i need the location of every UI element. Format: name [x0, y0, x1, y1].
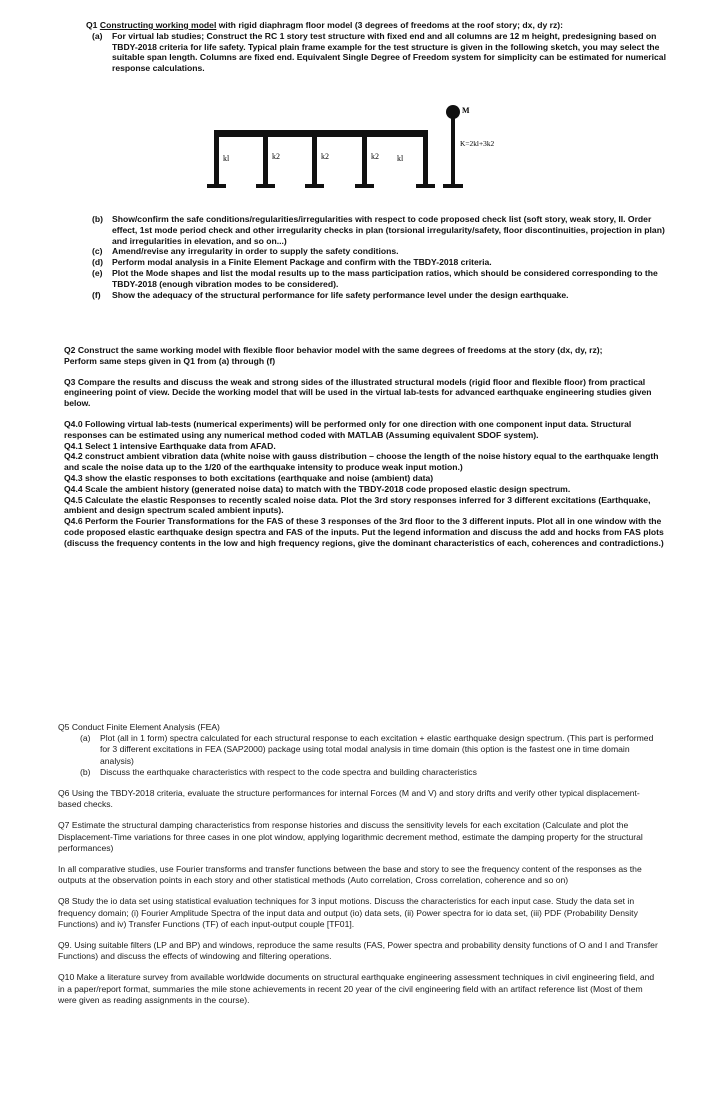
- q4-5: Q4.5 Calculate the elastic Responses to recently scaled noise data. Plot the 3rd story responses inferred for 3 different excitations (Earthquake, ambient and design spectrum scaled ambient inputs).: [64, 494, 651, 516]
- item-text: Show the adequacy of the structural performance for life safety performance level under the design earthquake.: [112, 289, 569, 300]
- item-label: (b): [92, 214, 103, 224]
- mass-label: M: [462, 106, 470, 115]
- column-1: [214, 130, 219, 185]
- support-3: [305, 184, 324, 188]
- item-label: (c): [92, 246, 103, 257]
- q1-label: Q1: [86, 20, 98, 30]
- q1-section: [86, 20, 666, 74]
- item-text: Perform modal analysis in a Finite Element Package and confirm with the TBDY-2018 criteria.: [112, 257, 492, 268]
- frame-sketch: [200, 100, 540, 200]
- q4-6: Q4.6 Perform the Fourier Transformations for the FAS of these 3 responses of the 3rd floor to the 3 different inputs. Plot all in one window with the code proposed elastic earthquake design spectra and FAS of the inputs. Put the legend information and discuss the add and hocks from FAS plots (discuss the frequency contents in the low and high frequency regions, give the dominant characteristics of each, coherences and contradictions.): [64, 516, 664, 548]
- item-text: Amend/revise any irregularity in order to supply the safety conditions.: [112, 246, 399, 257]
- q1-item-c: [92, 246, 666, 257]
- q6-text: Q6 Using the TBDY-2018 criteria, evaluate the structure performances for internal Forces (M and V) and story drifts and verify other typical displacement-based checks.: [58, 788, 640, 810]
- column-5: [423, 130, 428, 185]
- q1-heading-rest: with rigid diaphragm floor model (3 degrees of freedoms at the roof story; dx, dy rz):: [216, 20, 564, 30]
- item-text: For virtual lab studies; Construct the RC 1 story test structure with fixed end and all columns are 12 m height, predesigning based on TBDY-2018 criteria for life safety. Typical plain frame example for the test structure is given in the following sketch, you may select the suitable span length. Columns are fixed end. Equivalent Single Degree of Freedom system for simplicity can be estimated for numerical response calculations.: [112, 30, 666, 74]
- fourier-note: In all comparative studies, use Fourier transforms and transfer functions between the base and story to see the frequency content of the responses as the outputs at the observation points in each story and other statistical methods (Auto correlation, Cross correlation, coherence and so on): [58, 864, 642, 886]
- q9-text: Q9. Using suitable filters (LP and BP) and windows, reproduce the same results (FAS, Power spectra and probability density functions of O and I and Transfer Functions) and discuss the effects of windowing and filtering operations.: [58, 940, 658, 962]
- q1-heading: [86, 20, 666, 31]
- q8-text: Q8 Study the io data set using statistical evaluation techniques for 3 input motions. Discuss the characteristics for each input case. Study the data set in frequency domain; (i) Fourier Amplitude Spectra of the input data and output (io) data sets, (ii) Power spectra for io data set, (iii) PDF (Probability Density Functions) and iv) Transfer Functions (TF) of each input-output couple [TF01].: [58, 896, 638, 929]
- q5-item-a: [80, 733, 658, 767]
- sdof-column: [451, 118, 455, 184]
- sdof-mass: [446, 105, 460, 119]
- q4-2: Q4.2 construct ambient vibration data (white noise with gauss distribution – choose the length of the noise history equal to the earthquake length and scale the noise data up to the 1/20 of the earthquake intensity to produce weak input motion.): [64, 451, 659, 473]
- item-label: (d): [92, 257, 103, 268]
- q1-item-e: [92, 268, 666, 290]
- support-2: [256, 184, 275, 188]
- equivalent-stiffness-label: K=2kl+3k2: [460, 139, 495, 148]
- column-4: [362, 130, 367, 185]
- q3-text: Q3 Compare the results and discuss the weak and strong sides of the illustrated structural models (rigid floor and flexible floor) from practical engineering point of view. Decide the working model that will be used in the virtual lab-tests for advanced earthquake engineering studies given below.: [64, 376, 652, 409]
- support-1: [207, 184, 226, 188]
- item-text: Discuss the earthquake characteristics with respect to the code spectra and building characteristics: [100, 766, 477, 777]
- support-4: [355, 184, 374, 188]
- item-label: (a): [92, 30, 103, 41]
- q1-title: Constructing working model: [99, 20, 217, 30]
- q1-item-a: [92, 31, 666, 74]
- q2-line2: Perform same steps given in Q1 from (a) through (f): [64, 355, 276, 366]
- item-label: (b): [80, 766, 91, 777]
- q1-item-d: [92, 257, 666, 268]
- column-label-5: kl: [397, 154, 404, 163]
- sdof-support: [443, 184, 463, 188]
- column-label-3: k2: [321, 152, 329, 161]
- item-label: (a): [80, 733, 91, 744]
- q4-4: Q4.4 Scale the ambient history (generated noise data) to match with the TBDY-2018 code proposed elastic design spectrum.: [64, 483, 571, 494]
- item-label: (e): [92, 267, 103, 278]
- column-label-1: kl: [223, 154, 230, 163]
- item-text: Plot the Mode shapes and list the modal results up to the mass participation ratios, which should be considered corresponding to the TBDY-2018 (enough vibration modes to be considered).: [112, 267, 658, 289]
- item-text: Plot (all in 1 form) spectra calculated for each structural response to each excitation + elastic earthquake design spectrum. (This part is performed for 3 different excitations in FEA (SAP2000) package using total modal analysis in time domain (this option is the fastest one in time domain analysis): [100, 733, 654, 766]
- q4-3: Q4.3 show the elastic responses to both excitations (earthquake and noise (ambient) data): [64, 472, 434, 483]
- q1-item-b: [92, 214, 666, 246]
- q10-text: Q10 Make a literature survey from available worldwide documents on structural earthquake engineering assessment techniques in civil engineering field, and in a paper/report format, summaries the mile stone achievements in recent 20 year of the civil engineering field with an artifact reference list (Most of them were given as reading assignments in the course).: [58, 972, 655, 1005]
- q1-item-f: [92, 290, 666, 301]
- support-5: [416, 184, 435, 188]
- q4-intro: Q4.0 Following virtual lab-tests (numerical experiments) will be performed only for one direction with one component input data. Structural responses can be estimated using any numerical method coded with MATLAB (Assuming equivalent SDOF system).: [64, 418, 632, 440]
- q1-items: [92, 214, 666, 300]
- q7-text: Q7 Estimate the structural damping characteristics from response histories and discuss the sensitivity levels for each excitation (Calculate and plot the Displacement-Time variations for three cases in one plot window, applying logarithmic decrement method, estimate the damping property for the structural performances): [58, 820, 643, 853]
- q5-title: Q5 Conduct Finite Element Analysis (FEA): [58, 722, 220, 732]
- q5-item-b: [80, 767, 658, 778]
- column-2: [263, 130, 268, 185]
- column-3: [312, 130, 317, 185]
- item-text: Show/confirm the safe conditions/regularities/irregularities with respect to code proposed check list (soft story, weak story, II. Order effect, 1st mode period check and other irregularity checks in plan (torsional irregularity/safety, floor discontinuities, projection in plan) and irregularities in elevation, and so on...): [112, 214, 665, 246]
- column-label-2: k2: [272, 152, 280, 161]
- q2-line1: Q2 Construct the same working model with flexible floor behavior model with the same degrees of freedoms at the story (dx, dy, rz);: [64, 345, 603, 355]
- item-label: (f): [92, 289, 101, 300]
- q5-q10-section: [58, 722, 658, 1006]
- frame-beam: [214, 130, 428, 137]
- column-label-4: k2: [371, 152, 379, 161]
- q4-1: Q4.1 Select 1 intensive Earthquake data from AFAD.: [64, 440, 276, 451]
- q2-q4-section: [64, 345, 664, 549]
